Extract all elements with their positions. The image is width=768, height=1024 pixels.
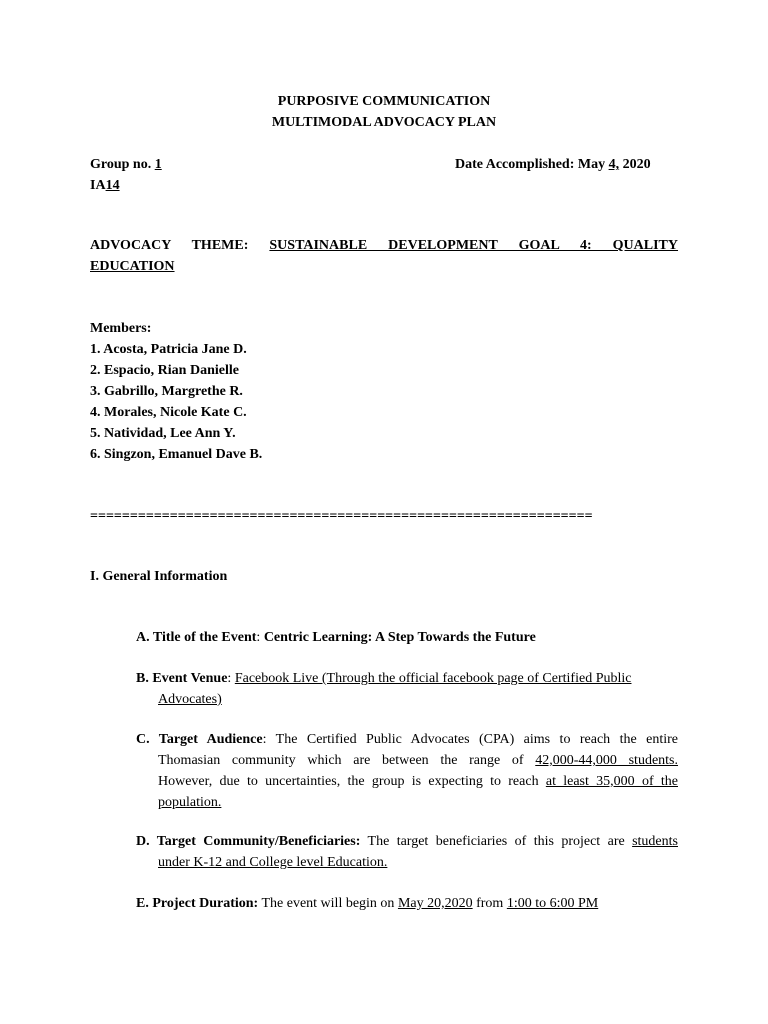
item-b-event-venue <box>136 668 631 689</box>
item-d-line-2 <box>158 852 387 873</box>
item-c-expected-reach: at least 35,000 of the <box>545 774 678 789</box>
item-c-text-3: However, due to uncertainties, the group is expecting to reach <box>158 774 546 789</box>
item-e-date: May 20,2020 <box>397 896 473 911</box>
item-b-colon: : <box>227 671 235 686</box>
item-b-label: B. Event Venue <box>136 671 228 686</box>
advocacy-theme-label: ADVOCACY THEME: <box>90 238 249 253</box>
separator-line: =============================================================== <box>90 509 593 524</box>
item-c-line-4 <box>158 792 221 813</box>
document-title-line-1: PURPOSIVE COMMUNICATION <box>277 94 491 109</box>
item-d-line-1 <box>136 831 678 852</box>
item-d-label: D. Target Community/Beneficiaries: <box>136 834 361 849</box>
document-title-line-2: MULTIMODAL ADVOCACY PLAN <box>271 115 497 130</box>
item-c-students-range: 42,000-44,000 students. <box>535 753 679 768</box>
group-number-line <box>90 154 162 175</box>
section-number: 14 <box>105 178 120 193</box>
member-item: 3. Gabrillo, Margrethe R. <box>90 384 243 399</box>
item-c-line-2 <box>158 750 678 771</box>
date-day: 4, <box>608 157 620 172</box>
item-e-text-1: The event will begin on <box>258 896 398 911</box>
item-d-text-1: The target beneficiaries of this project are <box>360 834 633 849</box>
section-prefix: IA <box>90 178 106 193</box>
item-e-label: E. Project Duration: <box>136 896 259 911</box>
date-label: Date Accomplished: May <box>455 157 609 172</box>
item-a-value: Centric Learning: A Step Towards the Future <box>263 630 536 645</box>
member-item: 2. Espacio, Rian Danielle <box>90 363 239 378</box>
item-a-colon: : <box>256 630 264 645</box>
item-c-line-1 <box>136 729 678 750</box>
member-item: 1. Acosta, Patricia Jane D. <box>90 342 247 357</box>
item-c-population: population. <box>158 795 222 810</box>
item-b-value-line-2: Advocates) <box>158 692 222 707</box>
item-b-line-2 <box>158 689 222 710</box>
member-item: 5. Natividad, Lee Ann Y. <box>90 426 236 441</box>
item-c-line-3 <box>158 771 678 792</box>
advocacy-theme-line-2 <box>90 256 175 277</box>
date-year: 2020 <box>619 157 651 172</box>
item-e-time: 1:00 to 6:00 PM <box>506 896 599 911</box>
item-a-label: A. Title of the Event <box>136 630 257 645</box>
advocacy-theme-value-2: EDUCATION <box>90 259 175 274</box>
item-e-project-duration <box>136 893 598 914</box>
date-accomplished-line <box>455 154 651 175</box>
item-d-education-level: under K-12 and College level Education. <box>158 855 388 870</box>
item-d-students: students <box>632 834 678 849</box>
item-e-text-2: from <box>472 896 507 911</box>
advocacy-theme-value-1: SUSTAINABLE DEVELOPMENT GOAL 4: QUALITY <box>269 238 679 253</box>
member-item: 6. Singzon, Emanuel Dave B. <box>90 447 263 462</box>
item-c-text-1: : The Certified Public Advocates (CPA) aims to reach the entire <box>262 732 679 747</box>
section-line <box>90 175 120 196</box>
item-c-text-2: Thomasian community which are between the range of <box>158 753 536 768</box>
advocacy-theme-line-1 <box>90 235 678 256</box>
item-b-value-line-1: Facebook Live (Through the official facebook page of Certified Public <box>234 671 632 686</box>
section-heading: I. General Information <box>90 569 228 584</box>
group-number: 1 <box>154 157 162 172</box>
item-c-label: C. Target Audience <box>136 732 263 747</box>
group-label: Group no. <box>90 157 155 172</box>
member-item: 4. Morales, Nicole Kate C. <box>90 405 247 420</box>
item-a-title-of-event <box>136 627 536 648</box>
members-label: Members: <box>90 321 152 336</box>
